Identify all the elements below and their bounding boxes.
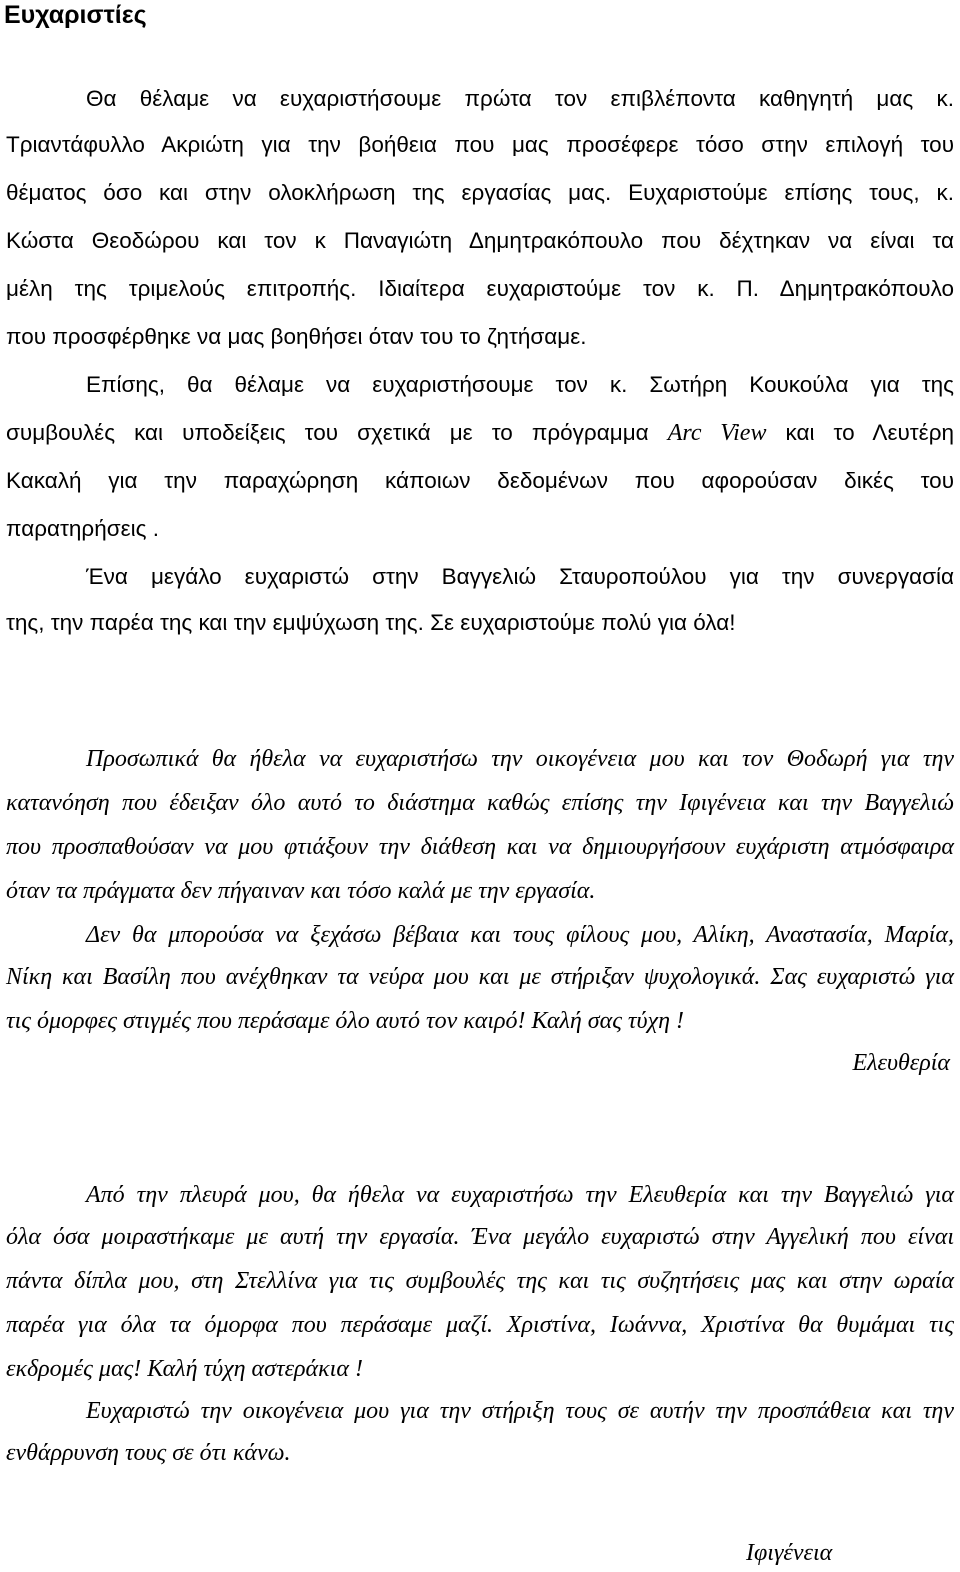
text-line: θέματος όσο και στην ολοκλήρωση της εργασίας μας. Ευχαριστούμε επίσης τους, κ. <box>6 180 954 205</box>
text-line: Θα θέλαμε να ευχαριστήσουμε πρώτα τον επιβλέποντα καθηγητή μας κ. <box>86 86 954 111</box>
text-line: Ευχαριστώ την οικογένεια μου για την στήριξη τους σε αυτήν την προσπάθεια και την <box>86 1398 954 1424</box>
text-line: εκδρομές μας! Καλή τύχη αστεράκια ! <box>6 1356 363 1382</box>
text-line: Από την πλευρά μου, θα ήθελα να ευχαριστήσω την Ελευθερία και την Βαγγελιώ για <box>86 1182 954 1208</box>
text-segment: συμβουλές και υποδείξεις του σχετικά με το πρόγραμμα <box>6 420 668 445</box>
text-line: κατανόηση που έδειξαν όλο αυτό το διάστημα καθώς επίσης την Ιφιγένεια και την Βαγγελιώ <box>6 790 954 816</box>
page-title: Ευχαριστίες <box>4 1 147 29</box>
signature: Ελευθερία <box>852 1050 950 1076</box>
text-line: πάντα δίπλα μου, στη Στελλίνα για τις συμβουλές της και τις συζητήσεις μας και στην ωραία <box>6 1268 954 1294</box>
text-line: Κώστα Θεοδώρου και τον κ Παναγιώτη Δημητρακόπουλο που δέχτηκαν να είναι τα <box>6 228 954 253</box>
text-line: Επίσης, θα θέλαμε να ευχαριστήσουμε τον κ. Σωτήρη Κουκούλα για της <box>86 372 954 397</box>
text-line: τις όμορφες στιγμές που περάσαμε όλο αυτό τον καιρό! Καλή σας τύχη ! <box>6 1008 684 1034</box>
text-line: όλα όσα μοιραστήκαμε με αυτή την εργασία. Ένα μεγάλο ευχαριστώ στην Αγγελική που είναι <box>6 1224 954 1250</box>
text-line: παρατηρήσεις . <box>6 516 159 541</box>
text-line <box>6 418 954 448</box>
text-line: Κακαλή για την παραχώρηση κάποιων δεδομένων που αφορούσαν δικές του <box>6 468 954 493</box>
text-line: Νίκη και Βασίλη που ανέχθηκαν τα νεύρα μου και με στήριξαν ψυχολογικά. Σας ευχαριστώ για <box>6 964 954 990</box>
text-line: της, την παρέα της και την εμψύχωση της. Σε ευχαριστούμε πολύ για όλα! <box>6 610 736 635</box>
text-line: Δεν θα μπορούσα να ξεχάσω βέβαια και τους φίλους μου, Αλίκη, Αναστασία, Μαρία, <box>86 922 954 948</box>
text-line: που προσπαθούσαν να μου φτιάξουν την διάθεση και να δημιουργήσουν ευχάριστη ατμόσφαιρα <box>6 834 954 860</box>
text-line: Προσωπικά θα ήθελα να ευχαριστήσω την οικογένεια μου και τον Θοδωρή για την <box>86 746 954 772</box>
text-line: όταν τα πράγματα δεν πήγαιναν και τόσο καλά με την εργασία. <box>6 878 596 904</box>
software-name: Arc View <box>667 420 767 446</box>
text-line: μέλη της τριμελούς επιτροπής. Ιδιαίτερα ευχαριστούμε τον κ. Π. Δημητρακόπουλο <box>6 276 954 301</box>
signature: Ιφιγένεια <box>746 1540 833 1566</box>
text-line: που προσφέρθηκε να μας βοηθήσει όταν του το ζητήσαμε. <box>6 324 587 349</box>
text-line: Ένα μεγάλο ευχαριστώ στην Βαγγελιώ Σταυροπούλου για την συνεργασία <box>86 564 954 589</box>
text-line: ενθάρρυνση τους σε ότι κάνω. <box>6 1440 291 1466</box>
text-segment: και το Λευτέρη <box>766 420 955 445</box>
text-line: Τριαντάφυλλο Ακριώτη για την βοήθεια που μας προσέφερε τόσο στην επιλογή του <box>6 132 954 157</box>
text-line: παρέα για όλα τα όμορφα που περάσαμε μαζί. Χριστίνα, Ιωάννα, Χριστίνα θα θυμάμαι τις <box>6 1312 954 1338</box>
